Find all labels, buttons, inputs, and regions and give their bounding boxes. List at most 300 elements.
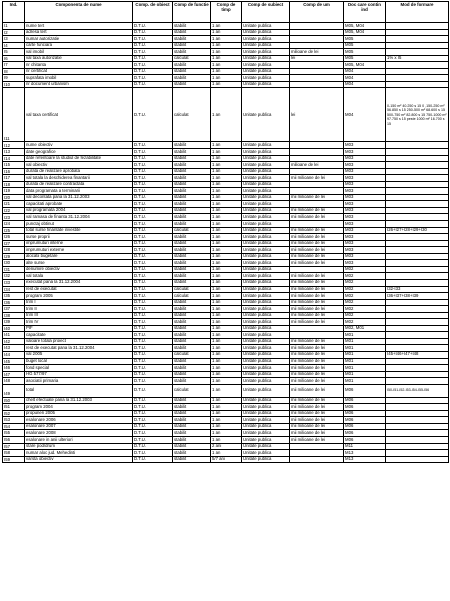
- cell-obiect: D.T.U.: [133, 351, 173, 358]
- cell-functie: stabilit: [173, 155, 211, 162]
- cell-um: mii milioane de lei: [290, 410, 344, 417]
- cell-obiect: D.T.U.: [133, 325, 173, 332]
- cell-functie: stabilit: [173, 279, 211, 286]
- cell-obiect: D.T.U.: [133, 188, 173, 195]
- cell-obiect: D.T.U.: [133, 312, 173, 319]
- cell-subiect: Unitate publica: [242, 194, 290, 201]
- cell-timp: 1 an: [211, 49, 242, 56]
- cell-subiect: Unitate publica: [242, 247, 290, 254]
- cell-um: mii milioane de lei: [290, 319, 344, 326]
- cell-functie: stabilit: [173, 81, 211, 88]
- cell-subiect: Unitate publica: [242, 358, 290, 365]
- cell-functie: stabilit: [173, 397, 211, 404]
- cell-nume: durata de realizare aprobata: [25, 168, 133, 175]
- cell-timp: 1 an: [211, 430, 242, 437]
- cell-nume: val ramasa de finanta 31.12.2004: [25, 214, 133, 221]
- cell-functie: stabilit: [173, 149, 211, 156]
- cell-um: mii milioane de lei: [290, 194, 344, 201]
- cell-functie: stabilit: [173, 247, 211, 254]
- cell-obiect: D.T.U.: [133, 214, 173, 221]
- cell-ind: I41: [3, 332, 25, 339]
- cell-ind: I46: [3, 365, 25, 372]
- cell-timp: 1 an: [211, 75, 242, 82]
- cell-functie: stabilit: [173, 345, 211, 352]
- cell-subiect: Unitate publica: [242, 443, 290, 450]
- cell-obiect: D.T.U.: [133, 410, 173, 417]
- cell-mod-formare: I32-I33: [386, 286, 449, 293]
- cell-obiect: D.T.U.: [133, 279, 173, 286]
- cell-subiect: Unitate publica: [242, 29, 290, 36]
- cell-subiect: Unitate publica: [242, 175, 290, 182]
- cell-functie: stabilit: [173, 162, 211, 169]
- cell-functie: stabilit: [173, 29, 211, 36]
- cell-doc: M03: [344, 149, 386, 156]
- cell-subiect: Unitate publica: [242, 75, 290, 82]
- cell-nume: val decontata pana la 31.12.2003: [25, 194, 133, 201]
- cell-doc: M13: [344, 450, 386, 457]
- cell-ind: I18: [3, 181, 25, 188]
- cell-functie: stabilit: [173, 266, 211, 273]
- cell-nume: program 2004: [25, 404, 133, 411]
- cell-ind: I2: [3, 29, 25, 36]
- cell-ind: I51: [3, 404, 25, 411]
- cell-um: mii milioane de lei: [290, 293, 344, 300]
- cell-doc: M05: [344, 55, 386, 62]
- cell-ind: I23: [3, 214, 25, 221]
- cell-timp: 1 an: [211, 247, 242, 254]
- cell-subiect: Unitate publica: [242, 181, 290, 188]
- cell-doc: M02: [344, 286, 386, 293]
- cell-um: mii milioane de lei: [290, 253, 344, 260]
- cell-mod-formare: I26+I27+I28+I29+I30: [386, 227, 449, 234]
- cell-um: mii milioane de lei: [290, 273, 344, 280]
- cell-nume: nume tert: [25, 23, 133, 30]
- cell-obiect: D.T.U.: [133, 201, 173, 208]
- cell-functie: calculat: [173, 55, 211, 62]
- cell-subiect: Unitate publica: [242, 260, 290, 267]
- cell-ind: I32: [3, 273, 25, 280]
- cell-doc: M03: [344, 260, 386, 267]
- cell-nume: trim I: [25, 299, 133, 306]
- cell-um: lei: [290, 88, 344, 142]
- cell-subiect: Unitate publica: [242, 49, 290, 56]
- cell-subiect: Unitate publica: [242, 240, 290, 247]
- cell-um: mii milioane de lei: [290, 378, 344, 385]
- cell-obiect: D.T.U.: [133, 253, 173, 260]
- cell-timp: 1 an: [211, 286, 242, 293]
- cell-obiect: D.T.U.: [133, 68, 173, 75]
- cell-timp: 1 an: [211, 162, 242, 169]
- cell-nume: punctaj obtinut: [25, 221, 133, 228]
- cell-doc: M02: [344, 299, 386, 306]
- cell-mod-formare: I50-I51-I52-I53-I54-I55-I56: [386, 384, 449, 397]
- cell-functie: stabilit: [173, 221, 211, 228]
- cell-ind: I53: [3, 417, 25, 424]
- cell-nume: propuneri 2005: [25, 410, 133, 417]
- cell-doc: M05: [344, 49, 386, 56]
- cell-timp: 1 an: [211, 358, 242, 365]
- cell-subiect: Unitate publica: [242, 221, 290, 228]
- cell-functie: stabilit: [173, 240, 211, 247]
- cell-timp: 1 an: [211, 273, 242, 280]
- cell-subiect: Unitate publica: [242, 286, 290, 293]
- cell-ind: I45: [3, 358, 25, 365]
- cell-ind: I29: [3, 253, 25, 260]
- cell-obiect: D.T.U.: [133, 430, 173, 437]
- cell-um: mii milioane de lei: [290, 338, 344, 345]
- cell-subiect: Unitate publica: [242, 279, 290, 286]
- cell-um: mii milioane de lei: [290, 175, 344, 182]
- cell-doc: M02: [344, 273, 386, 280]
- cell-um: mii milioane de lei: [290, 345, 344, 352]
- cell-doc: M03: [344, 207, 386, 214]
- cell-functie: calculat: [173, 293, 211, 300]
- cell-subiect: Unitate publica: [242, 332, 290, 339]
- cell-subiect: Unitate publica: [242, 162, 290, 169]
- cell-doc: M03: [344, 162, 386, 169]
- cell-doc: M03: [344, 234, 386, 241]
- cell-doc: M03: [344, 175, 386, 182]
- cell-functie: stabilit: [173, 75, 211, 82]
- cell-functie: stabilit: [173, 332, 211, 339]
- cell-nume: varsta obiectiv: [25, 456, 133, 463]
- cell-doc: M06: [344, 410, 386, 417]
- cell-obiect: D.T.U.: [133, 384, 173, 397]
- cell-ind: I54: [3, 423, 25, 430]
- cell-subiect: Unitate publica: [242, 371, 290, 378]
- cell-timp: 1 an: [211, 68, 242, 75]
- cell-functie: stabilit: [173, 253, 211, 260]
- cell-obiect: D.T.U.: [133, 456, 173, 463]
- cell-doc: M01: [344, 332, 386, 339]
- cell-nume: imprumuturi externe: [25, 247, 133, 254]
- cell-um: [290, 456, 344, 463]
- cell-subiect: Unitate publica: [242, 430, 290, 437]
- cell-doc: M01: [344, 358, 386, 365]
- cell-functie: stabilit: [173, 49, 211, 56]
- cell-timp: 1 an: [211, 325, 242, 332]
- cell-doc: M03: [344, 201, 386, 208]
- cell-functie: stabilit: [173, 338, 211, 345]
- cell-ind: I14: [3, 155, 25, 162]
- cell-functie: stabilit: [173, 456, 211, 463]
- cell-mod-formare: [386, 456, 449, 463]
- cell-um: mii milioane de lei: [290, 207, 344, 214]
- cell-timp: 1 an: [211, 293, 242, 300]
- cell-obiect: D.T.U.: [133, 332, 173, 339]
- cell-functie: stabilit: [173, 142, 211, 149]
- cell-ind: I34: [3, 286, 25, 293]
- cell-timp: 1 an: [211, 227, 242, 234]
- cell-obiect: D.T.U.: [133, 207, 173, 214]
- cell-nume: total surse finantate investite: [25, 227, 133, 234]
- cell-ind: I28: [3, 247, 25, 254]
- cell-functie: stabilit: [173, 194, 211, 201]
- cell-timp: 1 an: [211, 175, 242, 182]
- cell-functie: stabilit: [173, 42, 211, 49]
- cell-nume: esalonare 2006: [25, 417, 133, 424]
- cell-obiect: D.T.U.: [133, 293, 173, 300]
- cell-obiect: D.T.U.: [133, 338, 173, 345]
- cell-doc: M04: [344, 68, 386, 75]
- cell-ind: I13: [3, 149, 25, 156]
- table-body: [3, 23, 449, 463]
- cell-doc: M03: [344, 253, 386, 260]
- cell-obiect: D.T.U.: [133, 23, 173, 30]
- cell-ind: I55: [3, 430, 25, 437]
- cell-um: mii milioane de lei: [290, 430, 344, 437]
- cell-ind: I26: [3, 234, 25, 241]
- cell-nume: date geografice: [25, 149, 133, 156]
- cell-obiect: D.T.U.: [133, 365, 173, 372]
- cell-subiect: Unitate publica: [242, 397, 290, 404]
- cell-doc: M04: [344, 75, 386, 82]
- cell-mod-formare: 1% x I5: [386, 55, 449, 62]
- cell-subiect: Unitate publica: [242, 88, 290, 142]
- cell-doc: M11: [344, 443, 386, 450]
- table-row: [3, 88, 449, 142]
- cell-obiect: D.T.U.: [133, 155, 173, 162]
- cell-functie: stabilit: [173, 62, 211, 69]
- cell-obiect: D.T.U.: [133, 88, 173, 142]
- cell-doc: M03: [344, 247, 386, 254]
- cell-um: mii milioane de lei: [290, 436, 344, 443]
- cell-obiect: D.T.U.: [133, 423, 173, 430]
- cell-subiect: Unitate publica: [242, 293, 290, 300]
- cell-ind: I4: [3, 42, 25, 49]
- cell-um: mii milioane de lei: [290, 247, 344, 254]
- cell-obiect: D.T.U.: [133, 404, 173, 411]
- cell-um: mii milioane de lei: [290, 404, 344, 411]
- cell-ind: I59: [3, 456, 25, 463]
- cell-obiect: D.T.U.: [133, 378, 173, 385]
- cell-timp: 1 an: [211, 384, 242, 397]
- cell-functie: stabilit: [173, 410, 211, 417]
- cell-um: mii milioane de lei: [290, 227, 344, 234]
- cell-nume: val totala la deschiderea finantarii: [25, 175, 133, 182]
- cell-functie: stabilit: [173, 201, 211, 208]
- cell-doc: M05: [344, 42, 386, 49]
- cell-ind: I37: [3, 306, 25, 313]
- cell-functie: stabilit: [173, 175, 211, 182]
- cell-subiect: Unitate publica: [242, 325, 290, 332]
- cell-nume: val obiectiv: [25, 162, 133, 169]
- cell-subiect: Unitate publica: [242, 201, 290, 208]
- cell-timp: 1 an: [211, 214, 242, 221]
- cell-timp: 1 an: [211, 194, 242, 201]
- cell-functie: stabilit: [173, 358, 211, 365]
- cell-obiect: D.T.U.: [133, 55, 173, 62]
- cell-functie: stabilit: [173, 23, 211, 30]
- cell-doc: M03: [344, 155, 386, 162]
- cell-obiect: D.T.U.: [133, 168, 173, 175]
- cell-nume: surse proprii: [25, 234, 133, 241]
- cell-timp: 5/7 ani: [211, 456, 242, 463]
- cell-nume: nume obiectiv: [25, 142, 133, 149]
- cell-timp: 1 an: [211, 338, 242, 345]
- cell-um: mii milioane de lei: [290, 371, 344, 378]
- cell-doc: M06: [344, 404, 386, 411]
- cell-functie: stabilit: [173, 181, 211, 188]
- cell-functie: stabilit: [173, 234, 211, 241]
- cell-nume: alte surse: [25, 260, 133, 267]
- cell-nume: valoare totala proiect: [25, 338, 133, 345]
- cell-doc: M06: [344, 436, 386, 443]
- cell-subiect: Unitate publica: [242, 234, 290, 241]
- cell-timp: 1 an: [211, 62, 242, 69]
- cell-um: mii milioane de lei: [290, 351, 344, 358]
- cell-timp: 1 an: [211, 81, 242, 88]
- cell-ind: I42: [3, 338, 25, 345]
- cell-functie: stabilit: [173, 312, 211, 319]
- cell-obiect: D.T.U.: [133, 142, 173, 149]
- cell-nume: val taxa autorizatie: [25, 55, 133, 62]
- cell-obiect: D.T.U.: [133, 443, 173, 450]
- cell-nume: trim III: [25, 312, 133, 319]
- cell-doc: M03: [344, 142, 386, 149]
- cell-nume: program 2005: [25, 293, 133, 300]
- cell-ind: I57: [3, 443, 25, 450]
- cell-ind: I8: [3, 68, 25, 75]
- cell-subiect: Unitate publica: [242, 266, 290, 273]
- cell-ind: I24: [3, 221, 25, 228]
- header-componenta-nume: Componenta de nume: [25, 2, 133, 23]
- cell-doc: M01: [344, 345, 386, 352]
- cell-ind: I7: [3, 62, 25, 69]
- cell-um: mii milioane de lei: [290, 286, 344, 293]
- cell-subiect: Unitate publica: [242, 155, 290, 162]
- cell-subiect: Unitate publica: [242, 188, 290, 195]
- cell-doc: M02: [344, 266, 386, 273]
- cell-functie: stabilit: [173, 378, 211, 385]
- cell-functie: stabilit: [173, 417, 211, 424]
- cell-timp: 1 an: [211, 371, 242, 378]
- cell-functie: stabilit: [173, 365, 211, 372]
- cell-um: mii milioane de lei: [290, 358, 344, 365]
- cell-doc: M06: [344, 430, 386, 437]
- cell-timp: 1 an: [211, 207, 242, 214]
- cell-nume: val taxa certificat: [25, 88, 133, 142]
- cell-obiect: D.T.U.: [133, 306, 173, 313]
- header-ind: Ind.: [3, 2, 25, 23]
- cell-subiect: Unitate publica: [242, 253, 290, 260]
- cell-timp: 1 an: [211, 253, 242, 260]
- cell-timp: 1 an: [211, 142, 242, 149]
- cell-nume: val totala: [25, 273, 133, 280]
- cell-ind: I20: [3, 194, 25, 201]
- cell-timp: 1 an: [211, 29, 242, 36]
- cell-timp: 1 an: [211, 365, 242, 372]
- cell-um: mii milioane de lei: [290, 279, 344, 286]
- cell-ind: I50: [3, 397, 25, 404]
- cell-ind: I10: [3, 81, 25, 88]
- cell-ind: I39: [3, 319, 25, 326]
- cell-obiect: D.T.U.: [133, 227, 173, 234]
- cell-obiect: D.T.U.: [133, 358, 173, 365]
- cell-subiect: Unitate publica: [242, 207, 290, 214]
- cell-mod-formare: 0-150 m² 40.250 s 15 0 ,150-250 m² 56.850 s 15 250-500 m² 68.600 s 15 500-750 m² 82.800 s 15 750-1000 m² 97.750 s 15 peste 1000 m² 16.700 s 15: [386, 88, 449, 142]
- cell-timp: 1 an: [211, 319, 242, 326]
- cell-ind: I6: [3, 55, 25, 62]
- cell-obiect: D.T.U.: [133, 234, 173, 241]
- cell-subiect: Unitate publica: [242, 42, 290, 49]
- cell-obiect: D.T.U.: [133, 247, 173, 254]
- cell-timp: 1 an: [211, 436, 242, 443]
- cell-ind: I47: [3, 371, 25, 378]
- cell-ind: I25: [3, 227, 25, 234]
- cell-subiect: Unitate publica: [242, 345, 290, 352]
- cell-nume: trim II: [25, 306, 133, 313]
- cell-subiect: Unitate publica: [242, 62, 290, 69]
- cell-ind: I16: [3, 168, 25, 175]
- cell-um: milioane de lei: [290, 162, 344, 169]
- cell-timp: 1 an: [211, 266, 242, 273]
- cell-um: mii milioane de lei: [290, 306, 344, 313]
- cell-doc: M04: [344, 88, 386, 142]
- cell-functie: stabilit: [173, 319, 211, 326]
- cell-nume: numar aloc jud. Mehedinti: [25, 450, 133, 457]
- cell-obiect: D.T.U.: [133, 62, 173, 69]
- cell-mod-formare: I36+I37+I38+I39: [386, 293, 449, 300]
- cell-subiect: Unitate publica: [242, 36, 290, 43]
- cell-subiect: Unitate publica: [242, 351, 290, 358]
- table-row: [3, 384, 449, 397]
- cell-um: mii milioane de lei: [290, 312, 344, 319]
- indicator-sheet: [2, 1, 448, 463]
- cell-timp: 1 an: [211, 155, 242, 162]
- cell-um: mii milioane de lei: [290, 384, 344, 397]
- cell-nume: data programata a terminarii: [25, 188, 133, 195]
- cell-timp: 1 an: [211, 332, 242, 339]
- cell-obiect: D.T.U.: [133, 286, 173, 293]
- cell-nume: date referitoare la studiul de fezabilitate: [25, 155, 133, 162]
- cell-obiect: D.T.U.: [133, 162, 173, 169]
- cell-doc: M01: [344, 378, 386, 385]
- cell-functie: calculat: [173, 384, 211, 397]
- cell-obiect: D.T.U.: [133, 221, 173, 228]
- cell-nume: val 2005: [25, 351, 133, 358]
- cell-doc: M02: [344, 293, 386, 300]
- cell-functie: stabilit: [173, 371, 211, 378]
- cell-timp: 1 an: [211, 260, 242, 267]
- cell-um: mii milioane de lei: [290, 240, 344, 247]
- cell-subiect: Unitate publica: [242, 55, 290, 62]
- cell-functie: calculat: [173, 88, 211, 142]
- cell-subiect: Unitate publica: [242, 319, 290, 326]
- cell-um: mii milioane de lei: [290, 365, 344, 372]
- cell-ind: I22: [3, 207, 25, 214]
- cell-nume: rest de executat: [25, 286, 133, 293]
- cell-doc: M06: [344, 423, 386, 430]
- cell-functie: stabilit: [173, 188, 211, 195]
- cell-obiect: D.T.U.: [133, 266, 173, 273]
- cell-ind: I15: [3, 162, 25, 169]
- cell-doc: M05, M04: [344, 23, 386, 30]
- cell-nume: capacitate: [25, 332, 133, 339]
- cell-timp: 1 an: [211, 404, 242, 411]
- cell-doc: M01: [344, 351, 386, 358]
- cell-ind: I3: [3, 36, 25, 43]
- cell-functie: stabilit: [173, 168, 211, 175]
- cell-ind: I1: [3, 23, 25, 30]
- cell-nume: numar autorizatie: [25, 36, 133, 43]
- cell-ind: I40: [3, 325, 25, 332]
- cell-functie: stabilit: [173, 404, 211, 411]
- cell-obiect: D.T.U.: [133, 299, 173, 306]
- cell-um: mii milioane de lei: [290, 417, 344, 424]
- cell-timp: 1 an: [211, 168, 242, 175]
- cell-um: mii milioane de lei: [290, 299, 344, 306]
